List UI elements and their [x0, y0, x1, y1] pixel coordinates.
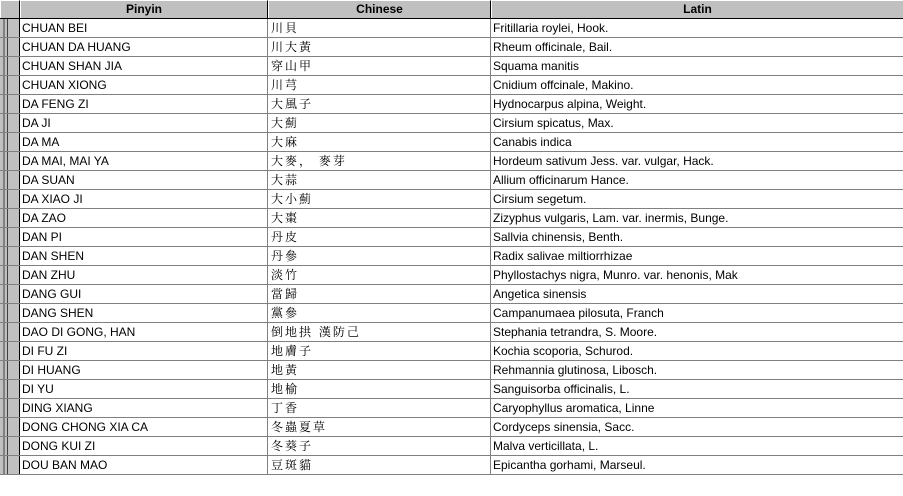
cell-chinese[interactable]: 地黃 [268, 361, 491, 379]
row-selector[interactable] [0, 171, 20, 189]
cell-pinyin[interactable]: DI FU ZI [20, 342, 268, 360]
row-selector[interactable] [0, 266, 20, 284]
cell-pinyin[interactable]: DAN PI [20, 228, 268, 246]
table-row[interactable] [0, 228, 903, 247]
cell-latin[interactable]: Radix salivae miltiorrhizae [493, 249, 633, 263]
table-row[interactable] [0, 76, 903, 95]
row-selector[interactable] [0, 133, 20, 151]
table-row[interactable] [0, 95, 903, 114]
header-row [0, 0, 903, 19]
cell-latin[interactable]: Cirsium segetum. [493, 192, 587, 206]
cell-chinese[interactable]: 當歸 [268, 285, 491, 303]
row-selector[interactable] [0, 57, 20, 75]
cell-chinese[interactable]: 地榆 [268, 380, 491, 398]
row-selector[interactable] [0, 437, 20, 455]
cell-chinese[interactable]: 大麥， 麥芽 [268, 152, 491, 170]
cell-latin[interactable]: Cirsium spicatus, Max. [493, 116, 614, 130]
table-row[interactable] [0, 38, 903, 57]
cell-pinyin[interactable]: DANG GUI [20, 285, 268, 303]
table-row[interactable] [0, 19, 903, 38]
cell-chinese[interactable]: 丹皮 [268, 228, 491, 246]
table-row[interactable] [0, 323, 903, 342]
cell-pinyin[interactable]: DAO DI GONG, HAN [20, 323, 268, 341]
cell-chinese[interactable]: 大小薊 [268, 190, 491, 208]
cell-latin[interactable]: Fritillaria roylei, Hook. [493, 21, 609, 35]
cell-latin[interactable]: Stephania tetrandra, S. Moore. [493, 325, 658, 339]
cell-chinese[interactable]: 豆斑貓 [268, 456, 491, 474]
cell-pinyin[interactable]: DONG CHONG XIA CA [20, 418, 268, 436]
cell-latin[interactable]: Hordeum sativum Jess. var. vulgar, Hack. [493, 154, 714, 168]
table-row[interactable] [0, 171, 903, 190]
table-row[interactable] [0, 342, 903, 361]
column-header-chinese[interactable]: Chinese [268, 0, 491, 18]
cell-chinese[interactable]: 大麻 [268, 133, 491, 151]
row-selector[interactable] [0, 323, 20, 341]
cell-chinese[interactable]: 冬蟲夏草 [268, 418, 491, 436]
cell-chinese[interactable]: 黨參 [268, 304, 491, 322]
cell-latin[interactable]: Rehmannia glutinosa, Libosch. [493, 363, 658, 377]
cell-pinyin[interactable]: CHUAN SHAN JIA [20, 57, 268, 75]
cell-latin[interactable]: Hydnocarpus alpina, Weight. [493, 97, 647, 111]
row-selector[interactable] [0, 304, 20, 322]
table-row[interactable] [0, 57, 903, 76]
row-selector[interactable] [0, 228, 20, 246]
row-selector[interactable] [0, 418, 20, 436]
cell-latin[interactable]: Zizyphus vulgaris, Lam. var. inermis, Bunge. [493, 211, 729, 225]
cell-chinese[interactable]: 丹參 [268, 247, 491, 265]
cell-latin[interactable]: Kochia scoporia, Schurod. [493, 344, 634, 358]
cell-chinese[interactable]: 川貝 [268, 19, 491, 37]
table-row[interactable] [0, 190, 903, 209]
cell-latin[interactable]: Epicantha gorhami, Marseul. [493, 458, 646, 472]
cell-chinese[interactable]: 冬葵子 [268, 437, 491, 455]
cell-pinyin[interactable]: CHUAN DA HUANG [20, 38, 268, 56]
cell-chinese[interactable]: 川大黃 [268, 38, 491, 56]
table-row[interactable] [0, 247, 903, 266]
table-row[interactable] [0, 456, 903, 475]
table-row[interactable] [0, 380, 903, 399]
table-row[interactable] [0, 399, 903, 418]
cell-pinyin[interactable]: DA MAI, MAI YA [20, 152, 268, 170]
row-selector[interactable] [0, 209, 20, 227]
cell-chinese[interactable]: 大棗 [268, 209, 491, 227]
cell-latin[interactable]: Rheum officinale, Bail. [493, 40, 613, 54]
cell-pinyin[interactable]: DAN ZHU [20, 266, 268, 284]
cell-chinese[interactable]: 大薊 [268, 114, 491, 132]
cell-chinese[interactable]: 丁香 [268, 399, 491, 417]
cell-pinyin[interactable]: CHUAN BEI [20, 19, 268, 37]
cell-pinyin[interactable]: DI HUANG [20, 361, 268, 379]
cell-pinyin[interactable]: DA SUAN [20, 171, 268, 189]
cell-pinyin[interactable]: DA MA [20, 133, 268, 151]
cell-pinyin[interactable]: DA XIAO JI [20, 190, 268, 208]
cell-latin[interactable]: Cnidium offcinale, Makino. [493, 78, 634, 92]
row-selector[interactable] [0, 19, 20, 37]
cell-latin[interactable]: Caryophyllus aromatica, Linne [493, 401, 655, 415]
row-selector[interactable] [0, 38, 20, 56]
table-row[interactable] [0, 418, 903, 437]
row-selector[interactable] [0, 247, 20, 265]
table-row[interactable] [0, 152, 903, 171]
table-row[interactable] [0, 209, 903, 228]
cell-chinese[interactable]: 倒地拱 漢防己 [268, 323, 491, 341]
row-selector[interactable] [0, 380, 20, 398]
cell-latin[interactable]: Squama manitis [493, 59, 580, 73]
cell-chinese[interactable]: 地膚子 [268, 342, 491, 360]
cell-pinyin[interactable]: DING XIANG [20, 399, 268, 417]
table-row[interactable] [0, 304, 903, 323]
table-row[interactable] [0, 133, 903, 152]
cell-pinyin[interactable]: DANG SHEN [20, 304, 268, 322]
cell-pinyin[interactable]: DOU BAN MAO [20, 456, 268, 474]
cell-chinese[interactable]: 淡竹 [268, 266, 491, 284]
row-selector[interactable] [0, 361, 20, 379]
cell-latin[interactable]: Angetica sinensis [493, 287, 587, 301]
cell-latin[interactable]: Sallvia chinensis, Benth. [493, 230, 624, 244]
cell-pinyin[interactable]: DAN SHEN [20, 247, 268, 265]
select-all-corner[interactable] [0, 0, 20, 18]
cell-pinyin[interactable]: DONG KUI ZI [20, 437, 268, 455]
table-body [0, 19, 903, 475]
cell-chinese[interactable]: 穿山甲 [268, 57, 491, 75]
row-selector[interactable] [0, 399, 20, 417]
cell-pinyin[interactable]: DI YU [20, 380, 268, 398]
cell-latin[interactable]: Sanguisorba officinalis, L. [493, 382, 630, 396]
row-selector[interactable] [0, 114, 20, 132]
cell-chinese[interactable]: 大蒜 [268, 171, 491, 189]
table-row[interactable] [0, 361, 903, 380]
cell-pinyin[interactable]: DA ZAO [20, 209, 268, 227]
table-row[interactable] [0, 285, 903, 304]
table-row[interactable] [0, 114, 903, 133]
row-selector[interactable] [0, 285, 20, 303]
row-selector[interactable] [0, 152, 20, 170]
cell-latin[interactable]: Cordyceps sinensia, Sacc. [493, 420, 635, 434]
row-selector[interactable] [0, 456, 20, 474]
row-selector[interactable] [0, 190, 20, 208]
cell-latin[interactable]: Campanumaea pilosuta, Franch [493, 306, 664, 320]
cell-pinyin[interactable]: DA JI [20, 114, 268, 132]
cell-latin[interactable]: Phyllostachys nigra, Munro. var. henonis, Mak [493, 268, 738, 282]
column-header-latin[interactable]: Latin [491, 0, 903, 18]
table-row[interactable] [0, 266, 903, 285]
cell-chinese[interactable]: 川芎 [268, 76, 491, 94]
cell-chinese[interactable]: 大風子 [268, 95, 491, 113]
column-header-pinyin[interactable]: Pinyin [20, 0, 268, 18]
cell-latin[interactable]: Malva verticillata, L. [493, 439, 599, 453]
row-selector[interactable] [0, 95, 20, 113]
cell-latin[interactable]: Allium officinarum Hance. [493, 173, 629, 187]
row-selector[interactable] [0, 342, 20, 360]
table-row[interactable] [0, 437, 903, 456]
cell-pinyin[interactable]: CHUAN XIONG [20, 76, 268, 94]
cell-pinyin[interactable]: DA FENG ZI [20, 95, 268, 113]
row-selector[interactable] [0, 76, 20, 94]
cell-latin[interactable]: Canabis indica [493, 135, 572, 149]
